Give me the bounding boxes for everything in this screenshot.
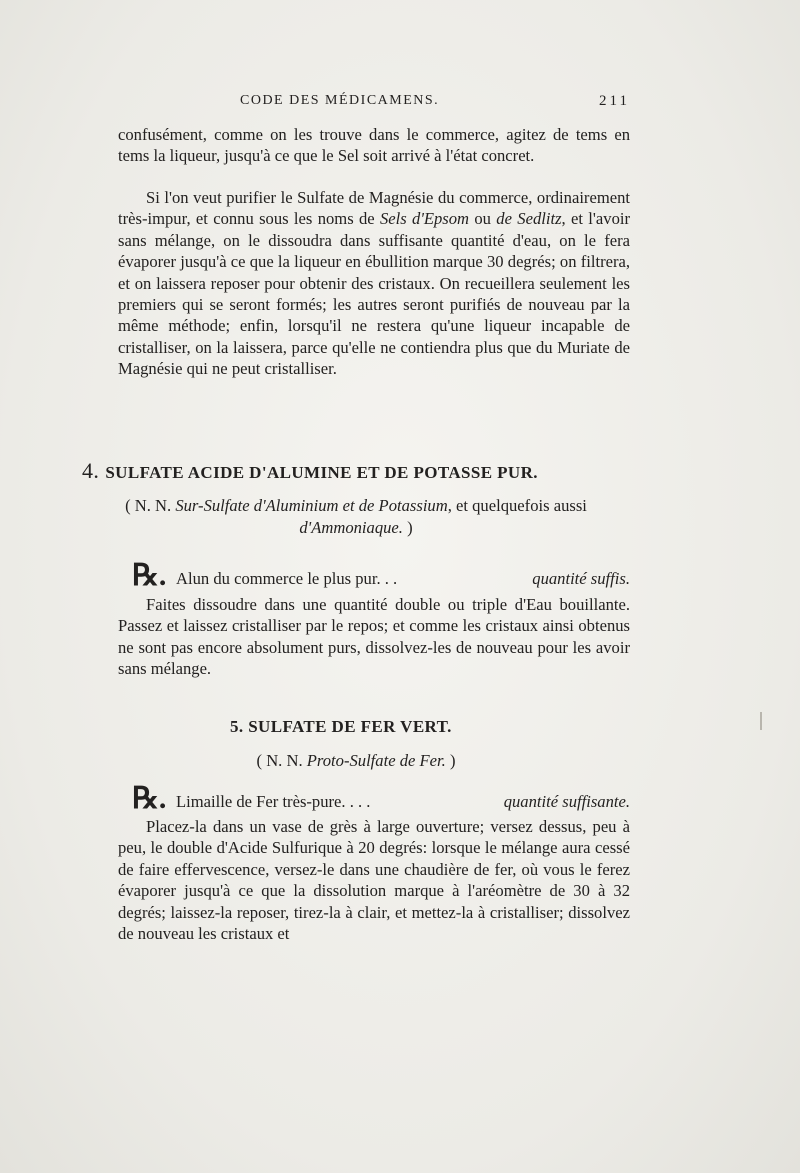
note-text: ) (402, 518, 413, 537)
section-title: SULFATE ACIDE D'ALUMINE ET DE POTASSE PUR. (105, 463, 538, 482)
paragraph-text: , et l'avoir sans mélange, on le dissoudra dans suffisante quantité d'eau, on le fera évaporer jusqu'à ce que la liqueur en ébullition marque 30 degrés; on filtrera, et on laissera reposer pour obtenir des cristaux. On recueillera seulement les premiers qui se seront formés; les autres seront purifiés de nouveau par la même méthode; enfin, lorsqu'il ne restera qu'une liqueur incapable de cristalliser, on la laissera, parce qu'elle ne contiendra plus que du Muriate de Magnésie qui ne peut cristalliser. (118, 209, 630, 379)
recipe-symbol: ℞. (132, 782, 167, 815)
section-heading-5: 5. SULFATE DE FER VERT. (230, 717, 452, 736)
italic-term: Sels d'Epsom (379, 209, 470, 229)
note-text: , et quelquefois aussi (447, 496, 587, 515)
nomenclature-note (196, 750, 516, 772)
paragraph-instructions: Faites dissoudre dans une quantité double ou triple d'Eau bouillante. Passez et laissez cristalliser par le repos; et comme les cristaux ainsi obtenus ne sont pas encore absolument purs, dissolvez-les de nouveau pour les avoir sans mélange. (118, 595, 630, 679)
section-heading-4 (82, 458, 538, 484)
section-number: 4. (82, 458, 100, 483)
ingredient: Alun du commerce le plus pur. . . (176, 569, 398, 588)
paragraph-text: ou (469, 209, 497, 229)
note-italic: Proto-Sulfate de Fer. (306, 751, 446, 770)
note-italic: d'Ammoniaque. (299, 518, 403, 537)
paragraph-purification (118, 187, 630, 380)
italic-term: de Sedlitz (496, 209, 562, 229)
page-mark (760, 712, 762, 730)
note-text: ( N. N. (256, 751, 307, 770)
recipe-symbol: ℞. (132, 559, 167, 592)
note-text: ) (445, 751, 456, 770)
running-head: CODE DES MÉDICAMENS. (240, 93, 440, 108)
paragraph-instructions: Placez-la dans un vase de grès à large ouverture; versez dessus, peu à peu, le double d'Acide Sulfurique à 20 degrés: lorsque le mélange aura cessé de faire effervescence, versez-le dans une chaudière de fer, où vous le ferez évaporer jusqu'à ce que la dissolution marque à l'aréomètre de 30 à 32 degrés; laissez-la reposer, tirez-la à clair, et mettez-la à cristalliser; dissolvez de nouveau les cristaux et (118, 817, 630, 944)
ingredient: Limaille de Fer très-pure. . . . (176, 792, 371, 811)
page-number: 211 (599, 93, 630, 109)
note-italic: Sur-Sulfate d'Aluminium et de Potassium (175, 496, 448, 515)
paragraph-text: Si l'on veut purifier le Sulfate de Magnésie du commerce, ordinairement très-impur, et connu sous les noms de (118, 188, 630, 229)
prescription-line (118, 774, 630, 814)
paragraph-continuation: confusément, comme on les trouve dans le commerce, agitez de tems en tems la liqueur, jusqu'à ce que le Sel soit arrivé à l'état concret. (118, 125, 630, 166)
quantity: quantité suffisante. (503, 792, 630, 811)
page-header (118, 93, 630, 117)
nomenclature-note (82, 495, 630, 539)
prescription-line (118, 551, 630, 591)
note-text: ( N. N. (125, 496, 176, 515)
quantity: quantité suffis. (532, 569, 630, 588)
